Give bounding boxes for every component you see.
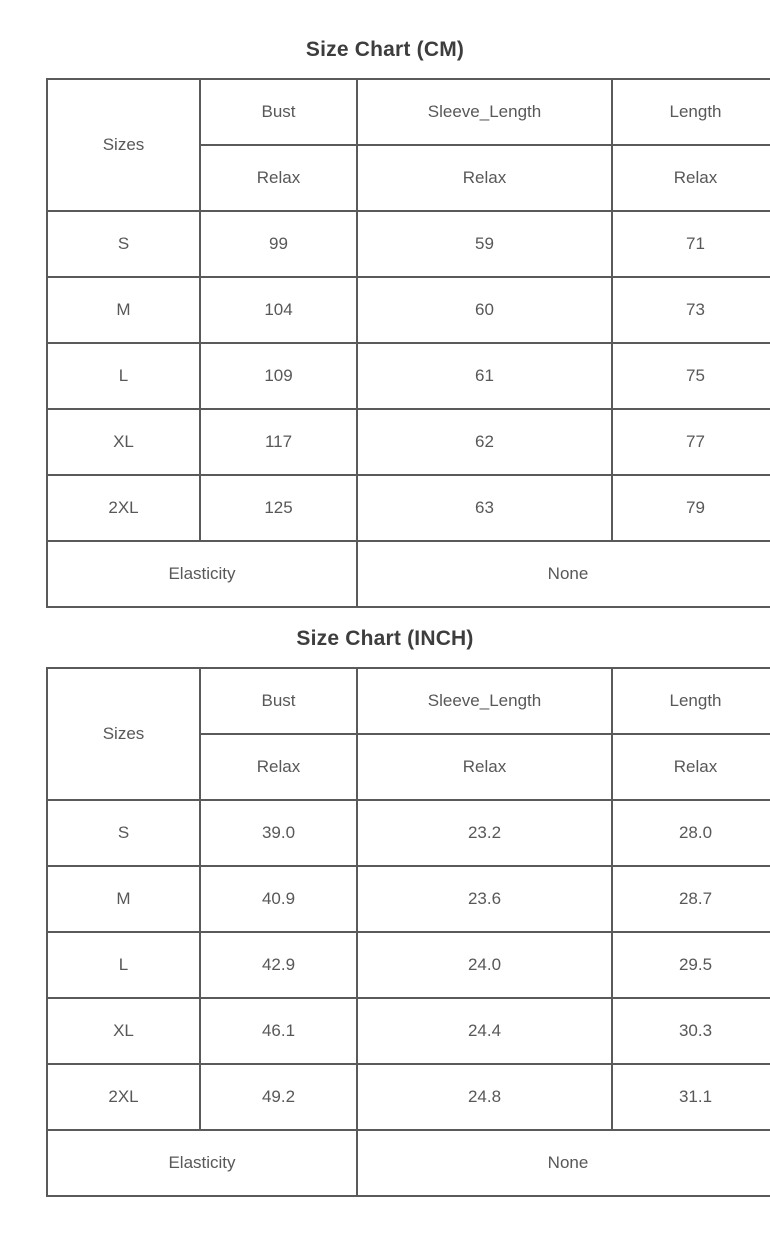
size-chart-inch-title: Size Chart (INCH): [296, 627, 474, 650]
cell-bust: 39.0: [200, 800, 357, 866]
cell-bust: 104: [200, 277, 357, 343]
header-sleeve-length: Sleeve_Length: [357, 79, 612, 145]
table-row: [47, 343, 770, 409]
table-row: [47, 932, 770, 998]
subheader-sleeve-fit: Relax: [357, 145, 612, 211]
header-length: Length: [612, 668, 770, 734]
cell-length: 77: [612, 409, 770, 475]
cell-size: L: [47, 932, 200, 998]
cell-size: S: [47, 800, 200, 866]
cell-size: S: [47, 211, 200, 277]
table-row: [47, 211, 770, 277]
size-chart-inch-table: [46, 667, 770, 1197]
table-row: [47, 277, 770, 343]
cell-bust: 49.2: [200, 1064, 357, 1130]
cell-size: L: [47, 343, 200, 409]
subheader-length-fit: Relax: [612, 145, 770, 211]
elasticity-label: Elasticity: [47, 541, 357, 607]
cell-length: 28.7: [612, 866, 770, 932]
cell-sleeve: 24.8: [357, 1064, 612, 1130]
cell-size: M: [47, 866, 200, 932]
cell-length: 31.1: [612, 1064, 770, 1130]
subheader-length-fit: Relax: [612, 734, 770, 800]
header-length: Length: [612, 79, 770, 145]
subheader-bust-fit: Relax: [200, 145, 357, 211]
cell-sleeve: 24.0: [357, 932, 612, 998]
cell-bust: 46.1: [200, 998, 357, 1064]
cell-size: 2XL: [47, 1064, 200, 1130]
cell-length: 75: [612, 343, 770, 409]
cell-sleeve: 59: [357, 211, 612, 277]
header-sizes: Sizes: [47, 668, 200, 800]
cell-bust: 125: [200, 475, 357, 541]
cell-length: 73: [612, 277, 770, 343]
cell-length: 28.0: [612, 800, 770, 866]
cell-sleeve: 62: [357, 409, 612, 475]
table-row: [47, 800, 770, 866]
header-bust: Bust: [200, 79, 357, 145]
cell-bust: 42.9: [200, 932, 357, 998]
subheader-sleeve-fit: Relax: [357, 734, 612, 800]
subheader-bust-fit: Relax: [200, 734, 357, 800]
cell-size: M: [47, 277, 200, 343]
cell-sleeve: 60: [357, 277, 612, 343]
table-footer-row: [47, 541, 770, 607]
cell-size: XL: [47, 998, 200, 1064]
header-sleeve-length: Sleeve_Length: [357, 668, 612, 734]
cell-sleeve: 63: [357, 475, 612, 541]
header-bust: Bust: [200, 668, 357, 734]
table-header-row: [47, 668, 770, 734]
table-footer-row: [47, 1130, 770, 1196]
cell-bust: 117: [200, 409, 357, 475]
cell-sleeve: 24.4: [357, 998, 612, 1064]
cell-length: 30.3: [612, 998, 770, 1064]
cell-length: 29.5: [612, 932, 770, 998]
table-row: [47, 998, 770, 1064]
cell-bust: 99: [200, 211, 357, 277]
cell-bust: 40.9: [200, 866, 357, 932]
cell-size: 2XL: [47, 475, 200, 541]
cell-sleeve: 23.2: [357, 800, 612, 866]
table-row: [47, 475, 770, 541]
elasticity-value: None: [357, 1130, 770, 1196]
size-chart-cm-table: [46, 78, 770, 608]
cell-sleeve: 23.6: [357, 866, 612, 932]
cell-length: 71: [612, 211, 770, 277]
cell-length: 79: [612, 475, 770, 541]
elasticity-value: None: [357, 541, 770, 607]
header-sizes: Sizes: [47, 79, 200, 211]
table-header-row: [47, 79, 770, 145]
cell-bust: 109: [200, 343, 357, 409]
cell-size: XL: [47, 409, 200, 475]
table-row: [47, 866, 770, 932]
table-row: [47, 1064, 770, 1130]
elasticity-label: Elasticity: [47, 1130, 357, 1196]
table-row: [47, 409, 770, 475]
cell-sleeve: 61: [357, 343, 612, 409]
size-chart-cm-title: Size Chart (CM): [305, 38, 465, 61]
